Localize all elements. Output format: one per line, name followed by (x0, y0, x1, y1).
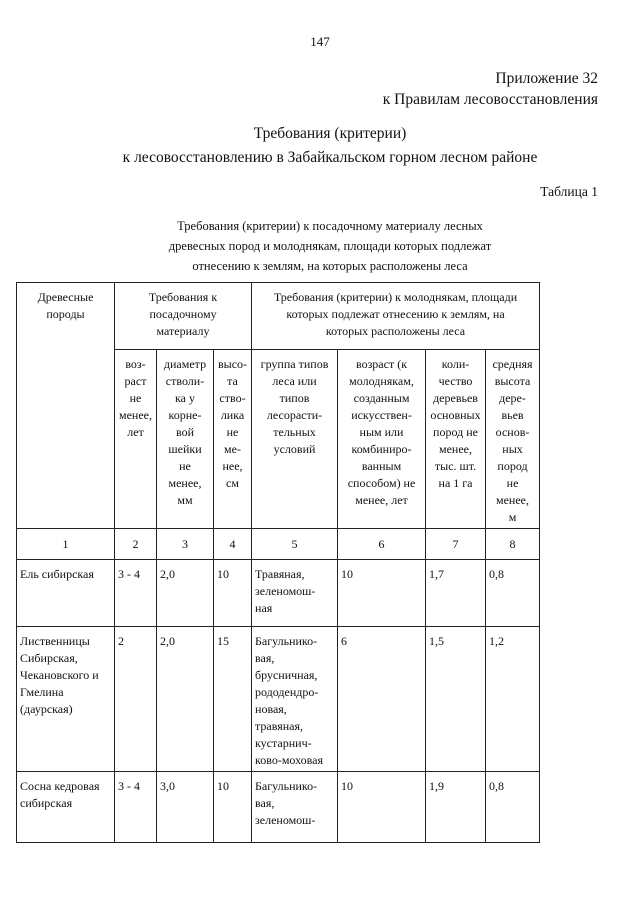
header-age (115, 350, 157, 529)
cell-text-line: типов (279, 391, 310, 405)
caption-line-1: Требования (критерии) к посадочному материалу лесных (177, 219, 483, 233)
cell-text-line: зеленомош- (255, 584, 316, 598)
cell-text-line: м (508, 510, 517, 524)
tree-count-cell: 1,9 (426, 772, 486, 843)
cell-text-line: новая, (255, 702, 287, 716)
header-average-height (486, 350, 540, 529)
column-number: 1 (17, 529, 115, 560)
header-planting-material (115, 283, 252, 350)
cell-text-line: кустарнич- (255, 736, 312, 750)
age-cell: 3 - 4 (115, 772, 157, 843)
column-number: 8 (486, 529, 540, 560)
tree-count-cell: 1,5 (426, 627, 486, 772)
average-height-cell: 1,2 (486, 627, 540, 772)
cell-text-line: не (506, 476, 519, 490)
cell-text-line: высота (494, 374, 531, 388)
cell-text-line: нее, (222, 459, 243, 473)
cell-text-line: условий (273, 442, 316, 456)
cell-text-line: Гмелина (20, 685, 64, 699)
cell-text-line: диаметр (163, 357, 207, 371)
cell-text-line: сибирская (20, 796, 73, 810)
diameter-cell: 3,0 (157, 772, 214, 843)
cell-text-line: вьев (501, 408, 524, 422)
species-cell (17, 560, 115, 627)
cell-text-line: корне- (168, 408, 202, 422)
cell-text-line: Лиственницы (20, 634, 90, 648)
cell-text-line: вая, (255, 651, 275, 665)
page-number: 147 (310, 34, 330, 49)
cell-text-line: та (227, 374, 238, 388)
cell-text-line: тельных (273, 425, 316, 439)
cell-text-line: менее, (496, 493, 530, 507)
cell-text-line: группа типов (260, 357, 329, 371)
average-height-cell: 0,8 (486, 560, 540, 627)
appendix-line-2: к Правилам лесовосстановления (382, 91, 598, 108)
cell-text-line: ково-моховая (255, 753, 324, 767)
cell-text-line: искусствен- (351, 408, 412, 422)
cell-text-line: раст (124, 374, 147, 388)
cell-text-line: основных (430, 408, 481, 422)
appendix-line-1: Приложение 32 (495, 70, 598, 87)
cell-text-line: на 1 га (438, 476, 473, 490)
cell-text-line: Багульнико- (255, 779, 318, 793)
cell-text-line: менее, (119, 408, 152, 422)
table-label: Таблица 1 (540, 184, 598, 199)
species-cell (17, 772, 115, 843)
cell-text-line: ным или (359, 425, 404, 439)
young-age-cell: 10 (338, 560, 426, 627)
cell-text-line: ство- (219, 391, 246, 405)
height-cell: 10 (214, 560, 252, 627)
cell-text-line: Багульнико- (255, 634, 318, 648)
cell-text-line: не (129, 391, 142, 405)
cell-text-line: менее, (168, 476, 202, 490)
header-tree-count (426, 350, 486, 529)
forest-type-cell (252, 560, 338, 627)
cell-text-line: вой (175, 425, 194, 439)
cell-text-line: возраст (к (355, 357, 408, 371)
table-row (17, 772, 540, 843)
column-number: 5 (252, 529, 338, 560)
cell-text-line: брусничная, (255, 668, 318, 682)
cell-text-line: воз- (125, 357, 146, 371)
height-cell: 15 (214, 627, 252, 772)
cell-text-line: шейки (168, 442, 202, 456)
cell-text-line: Ель сибирская (20, 567, 94, 581)
cell-text-line: Чекановского и (20, 668, 99, 682)
cell-text-line: породы (46, 307, 85, 321)
tree-count-cell: 1,7 (426, 560, 486, 627)
cell-text-line: тыс. шт. (434, 459, 477, 473)
cell-text-line: способом) не (347, 476, 416, 490)
diameter-cell: 2,0 (157, 560, 214, 627)
caption-line-3: отнесению к землям, на которых расположены леса (192, 259, 468, 273)
forest-type-cell (252, 772, 338, 843)
cell-text-line: ных (502, 442, 523, 456)
young-age-cell: 6 (338, 627, 426, 772)
cell-text-line: лет (127, 425, 144, 439)
header-species (17, 283, 115, 529)
cell-text-line: Сибирская, (20, 651, 78, 665)
cell-text-line: созданным (353, 391, 410, 405)
cell-text-line: стволи- (165, 374, 205, 388)
cell-text-line: Сосна кедровая (20, 779, 100, 793)
column-number: 7 (426, 529, 486, 560)
cell-text-line: комбиниро- (351, 442, 412, 456)
cell-text-line: молоднякам, (349, 374, 414, 388)
cell-text-line: не (226, 425, 239, 439)
cell-text-line: вая, (255, 796, 275, 810)
cell-text-line: пород (497, 459, 528, 473)
table-row (17, 560, 540, 627)
title-line-1: Требования (критерии) (253, 125, 407, 142)
cell-text-line: средняя (492, 357, 533, 371)
cell-text-line: Травяная, (255, 567, 305, 581)
cell-text-line: которых подлежат отнесению к землям, на (286, 307, 505, 321)
cell-text-line: основ- (495, 425, 530, 439)
cell-text-line: лесорасти- (266, 408, 323, 422)
cell-text-line: рододендро- (255, 685, 319, 699)
young-age-cell: 10 (338, 772, 426, 843)
age-cell: 3 - 4 (115, 560, 157, 627)
header-diameter (157, 350, 214, 529)
cell-text-line: коли- (441, 357, 470, 371)
column-number: 6 (338, 529, 426, 560)
age-cell: 2 (115, 627, 157, 772)
header-height (214, 350, 252, 529)
diameter-cell: 2,0 (157, 627, 214, 772)
header-young-age (338, 350, 426, 529)
cell-text-line: мм (177, 493, 193, 507)
cell-text-line: не (179, 459, 191, 473)
column-number: 4 (214, 529, 252, 560)
column-number: 2 (115, 529, 157, 560)
cell-text-line: которых расположены леса (325, 324, 466, 338)
cell-text-line: (даурская) (20, 702, 73, 716)
column-number: 3 (157, 529, 214, 560)
cell-text-line: ка у (175, 391, 195, 405)
cell-text-line: высо- (217, 357, 248, 371)
appendix-heading (383, 68, 598, 110)
column-number-row (17, 529, 540, 560)
cell-text-line: Требования (критерии) к молоднякам, площади (273, 290, 518, 304)
cell-text-line: менее, лет (355, 493, 408, 507)
document-title (0, 122, 640, 170)
cell-text-line: чество (438, 374, 473, 388)
cell-text-line: ная (255, 601, 273, 615)
height-cell: 10 (214, 772, 252, 843)
header-forest-type (252, 350, 338, 529)
cell-text-line: материалу (156, 324, 210, 338)
table-caption (120, 216, 540, 276)
average-height-cell: 0,8 (486, 772, 540, 843)
forest-type-cell (252, 627, 338, 772)
cell-text-line: ванным (361, 459, 402, 473)
cell-text-line: зеленомош- (255, 813, 316, 827)
title-line-2: к лесовосстановлению в Забайкальском горном лесном районе (122, 149, 538, 166)
cell-text-line: ме- (224, 442, 241, 456)
cell-text-line: Древесные (37, 290, 94, 304)
cell-text-line: лика (220, 408, 245, 422)
cell-text-line: леса или (272, 374, 317, 388)
caption-line-2: древесных пород и молоднякам, площади которых подлежат (168, 239, 492, 253)
cell-text-line: посадочному (149, 307, 217, 321)
cell-text-line: см (226, 476, 239, 490)
cell-text-line: Требования к (148, 290, 218, 304)
requirements-table (16, 282, 540, 843)
cell-text-line: менее, (439, 442, 473, 456)
header-young-stands (252, 283, 540, 350)
species-cell (17, 627, 115, 772)
table-row (17, 627, 540, 772)
cell-text-line: деревьев (433, 391, 478, 405)
cell-text-line: пород не (433, 425, 478, 439)
cell-text-line: травяная, (255, 719, 304, 733)
cell-text-line: дере- (499, 391, 526, 405)
